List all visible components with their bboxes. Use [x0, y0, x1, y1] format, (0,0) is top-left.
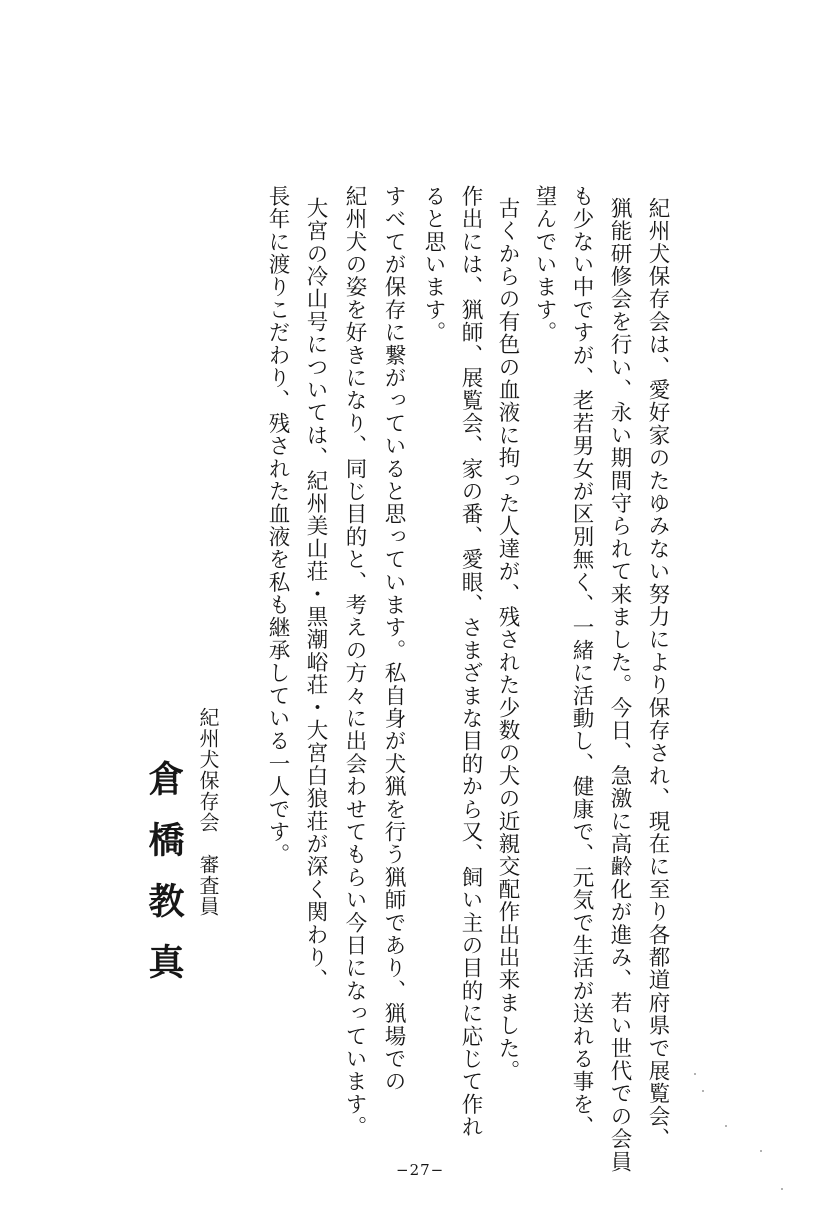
text-column-7: ると思います。 [421, 185, 446, 344]
text-column-5: 古くからの有色の血液に拘った人達が、残された少数の犬の近親交配作出出来ました。 [495, 197, 520, 1083]
signature-organization: 紀州犬保存会 審査員 [196, 707, 220, 917]
text-column-10: 大宮の冷山号については、紀州美山荘・黒潮峪荘・大宮白狼荘が深く関わり、 [303, 197, 328, 992]
text-column-4: 望んでいます。 [532, 185, 557, 344]
page-number: −27− [396, 1161, 445, 1179]
text-column-1: 紀州犬保存会は、愛好家のたゆみない努力により保存され、現在に至り各都道府県で展覧会、 [645, 197, 670, 1151]
text-column-11: 長年に渡りこだわり、残された血液を私も継承している一人です。 [265, 185, 290, 866]
text-column-9: 紀州犬の姿を好きになり、同じ目的と、考えの方々に出会わせてもらい今日になっています。 [342, 185, 367, 1139]
text-column-2: 猟能研修会を行い、永い期間守られて来ました。今日、急激に高齢化が進み、若い世代での会員 [607, 197, 632, 1174]
text-column-3: も少ない中ですが、老若男女が区別無く、一緒に活動し、健康で、元気で生活が送れる事を、 [569, 185, 594, 1139]
text-column-8: すべてが保存に繋がっていると思っています。私自身が犬猟を行う猟師であり、猟場での [381, 185, 406, 1093]
text-column-6: 作出には、猟師、展覧会、家の番、愛眼、さまざまな目的から又、飼い主の目的に応じて作れ [458, 185, 483, 1139]
signature-name: 倉橋教真 [143, 760, 185, 1004]
